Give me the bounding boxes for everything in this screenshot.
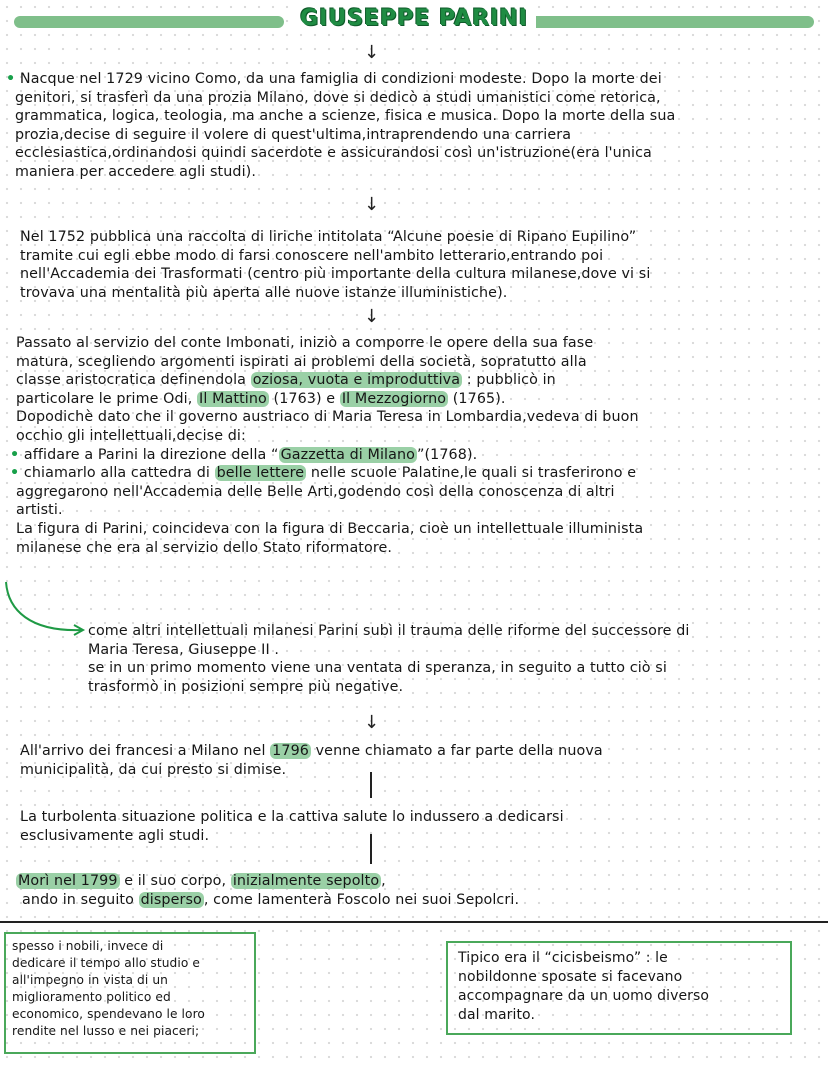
text: affidare a Parini la direzione della “ <box>23 446 279 463</box>
text-line: matura, scegliendo argomenti ispirati ai problemi della società, sopratutto alla <box>16 353 587 370</box>
text-line <box>16 390 643 409</box>
highlight-disperso: disperso <box>140 891 202 908</box>
text-line: rendite nel lusso e nei piaceri; <box>12 1024 200 1038</box>
text: ando in seguito <box>22 891 139 908</box>
text-line: ecclesiastica,ordinandosi quindi sacerdote e assicurandosi così un'istruzione(era l'unica <box>15 145 652 162</box>
text-line: genitori, si trasferì da una prozia Milano, dove si dedicò a studi umanistici come retorica, <box>15 89 661 106</box>
highlight-1796: 1796 <box>272 743 309 759</box>
text-line: municipalità, da cui presto si dimise. <box>20 761 287 778</box>
text: chiamarlo alla cattedra di <box>23 465 215 482</box>
text-line: economico, spendevano le loro <box>12 1007 205 1021</box>
text-line: Nel 1752 pubblica una raccolta di liriche intitolata “Alcune poesie di Ripano Eupilino” <box>20 229 637 245</box>
text-line: aggregarono nell'Accademia delle Belle Arti,godendo così della conoscenza di altri <box>16 483 615 500</box>
text-line <box>16 872 519 891</box>
text-line: milanese che era al servizio dello Stato riformatore. <box>16 539 393 556</box>
text-line: dal marito. <box>458 1007 536 1023</box>
text: , <box>381 873 386 889</box>
connector-line <box>370 834 372 864</box>
paragraph-giuseppe-ii <box>88 622 689 696</box>
text: nelle scuole Palatine,le quali si trasferirono e <box>306 465 637 482</box>
page-title-text: GIUSEPPE PARINI <box>292 6 536 31</box>
text-line: Tipico era il “cicisbeismo” : le <box>458 950 668 966</box>
text-line: nobildonne sposate si facevano <box>458 969 683 985</box>
text: venne chiamato a far parte della nuova <box>310 743 603 759</box>
text: (1765). <box>448 390 506 407</box>
bullet-dot-icon: • <box>10 465 20 482</box>
text-line: La figura di Parini, coincideva con la figura di Beccaria, cioè un intellettuale illuminista <box>16 520 644 537</box>
paragraph-birth <box>6 70 675 182</box>
down-arrow-icon: ↓ <box>364 194 380 215</box>
text-line: tramite cui egli ebbe modo di farsi conoscere nell'ambito letterario,entrando poi <box>20 247 604 264</box>
paragraph-1796 <box>20 742 603 779</box>
text-line: spesso i nobili, invece di <box>12 939 164 953</box>
down-arrow-icon: ↓ <box>364 712 380 733</box>
text-line: se in un primo momento viene una ventata di speranza, in seguito a tutto ciò si <box>88 660 667 677</box>
highlight-oziosa: oziosa, vuota e improduttiva <box>252 372 461 389</box>
paragraph-health <box>20 808 564 845</box>
text-line: miglioramento politico ed <box>12 990 171 1004</box>
section-divider <box>0 921 828 923</box>
down-arrow-icon: ↓ <box>364 306 380 327</box>
note-text <box>12 938 248 1040</box>
text: particolare le prime Odi, <box>16 390 198 407</box>
text-line: Maria Teresa, Giuseppe II . <box>88 641 280 658</box>
text-line: grammatica, logica, teologia, ma anche a scienze, fisica e musica. Dopo la morte della sua <box>15 108 676 125</box>
text-line: all'impegno in vista di un <box>12 973 168 987</box>
note-text <box>458 949 780 1025</box>
connector-line <box>370 772 372 798</box>
text: classe aristocratica definendola <box>16 372 251 389</box>
down-arrow-icon: ↓ <box>364 42 380 63</box>
text-line <box>16 371 643 390</box>
highlight-sepolto: inizialmente sepolto <box>232 873 380 889</box>
note-box-cicisbeismo <box>446 941 792 1035</box>
text: : pubblicò in <box>462 372 556 389</box>
text-line: La turbolenta situazione politica e la cattiva salute lo indussero a dedicarsi <box>20 809 564 825</box>
highlight-gazzetta: Gazzetta di Milano <box>280 446 415 463</box>
text-line: accompagnare da un uomo diverso <box>458 988 710 1004</box>
text-line <box>10 464 643 483</box>
text-line: prozia,decise di seguire il volere di quest'ultima,intraprendendo una carriera <box>15 126 572 143</box>
note-box-nobili <box>4 932 256 1054</box>
text: e il suo corpo, <box>119 873 231 889</box>
text: , come lamenterà Foscolo nei suoi Sepolcri. <box>203 891 520 908</box>
highlight-mori: Morì nel 1799 <box>18 873 118 889</box>
text-line: dedicare il tempo allo studio e <box>12 956 200 970</box>
text-line: trasformò in posizioni sempre più negative. <box>88 678 404 695</box>
text-line <box>10 446 643 465</box>
text: ”(1768). <box>416 446 478 463</box>
text-line: Passato al servizio del conte Imbonati, iniziò a comporre le opere della sua fase <box>16 335 594 351</box>
highlight-il-mattino: Il Mattino <box>199 390 267 407</box>
text-line: come altri intellettuali milanesi Parini subì il trauma delle riforme del successore di <box>88 623 690 639</box>
curved-arrow-icon <box>0 580 90 640</box>
bullet-dot-icon: • <box>10 446 20 463</box>
bullet-dot-icon: • <box>6 71 16 87</box>
text: All'arrivo dei francesi a Milano nel <box>20 743 271 759</box>
paragraph-death <box>16 872 519 909</box>
text-line <box>6 70 675 89</box>
highlight-il-mezzogiorno: Il Mezzogiorno <box>341 390 447 407</box>
text: (1763) e <box>268 390 340 407</box>
text-line <box>16 891 519 910</box>
paragraph-imbonati <box>10 334 644 557</box>
paragraph-1752 <box>20 228 650 302</box>
text-line: esclusivamente agli studi. <box>20 827 210 844</box>
text-line: trovava una mentalità più aperta alle nuove istanze illuministiche). <box>20 284 508 301</box>
text-line: maniera per accedere agli studi). <box>15 163 256 180</box>
page-title <box>0 6 828 31</box>
text-line <box>20 742 603 761</box>
text-line: Dopodichè dato che il governo austriaco di Maria Teresa in Lombardia,vedeva di buon <box>16 409 639 426</box>
text-line: artisti. <box>16 502 63 519</box>
text-line: occhio gli intellettuali,decise di: <box>16 427 246 444</box>
highlight-belle-lettere: belle lettere <box>216 465 305 482</box>
text: Nacque nel 1729 vicino Como, da una famiglia di condizioni modeste. Dopo la morte dei <box>19 71 662 87</box>
text-line: nell'Accademia dei Trasformati (centro più importante della cultura milanese,dove vi si <box>20 266 651 283</box>
